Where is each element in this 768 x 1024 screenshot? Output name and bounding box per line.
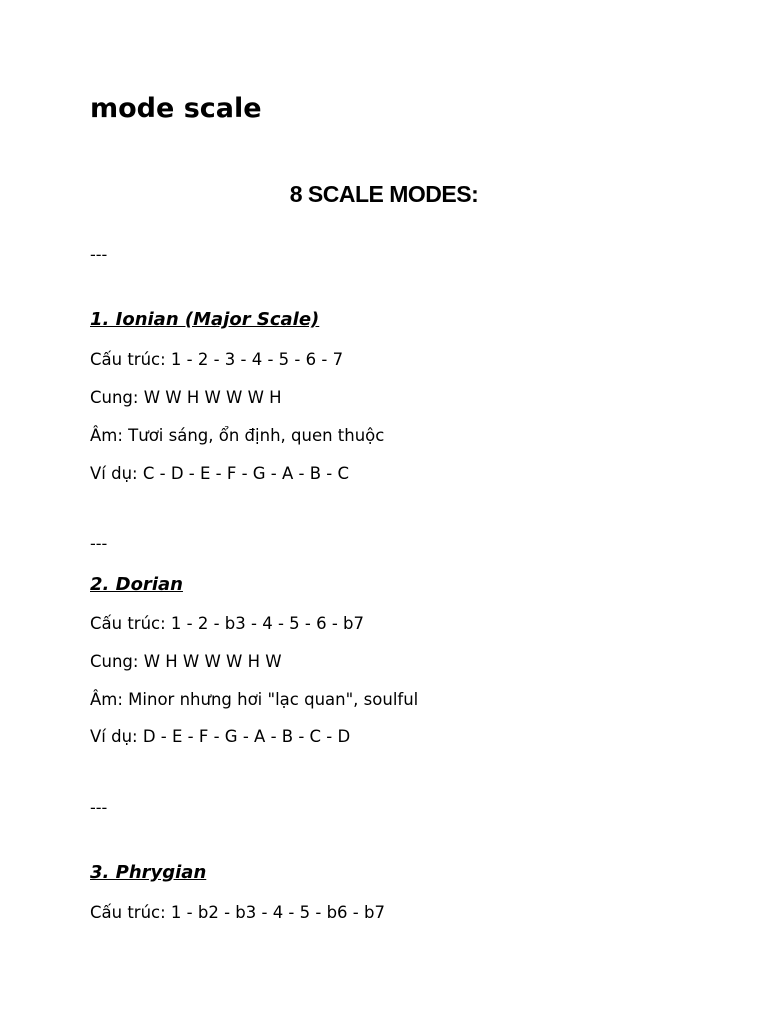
separator: --- (90, 798, 108, 817)
separator: --- (90, 245, 108, 264)
mode-sound: Âm: Tươi sáng, ổn định, quen thuộc (90, 426, 385, 445)
main-heading: 8 SCALE MODES: (289, 181, 479, 207)
mode-example: Ví dụ: D - E - F - G - A - B - C - D (90, 727, 351, 746)
separator: --- (90, 534, 108, 553)
mode-sound: Âm: Minor nhưng hơi "lạc quan", soulful (90, 690, 419, 709)
mode-heading-phrygian: 3. Phrygian (90, 862, 207, 883)
mode-example: Ví dụ: C - D - E - F - G - A - B - C (90, 464, 350, 483)
mode-heading-dorian: 2. Dorian (90, 574, 183, 595)
mode-steps: Cung: W H W W W H W (90, 652, 282, 671)
document-title: mode scale (90, 93, 262, 124)
mode-heading-ionian: 1. Ionian (Major Scale) (90, 309, 320, 330)
mode-structure: Cấu trúc: 1 - 2 - 3 - 4 - 5 - 6 - 7 (90, 350, 344, 369)
mode-structure: Cấu trúc: 1 - b2 - b3 - 4 - 5 - b6 - b7 (90, 903, 385, 922)
mode-structure: Cấu trúc: 1 - 2 - b3 - 4 - 5 - 6 - b7 (90, 614, 365, 633)
mode-steps: Cung: W W H W W W H (90, 388, 282, 407)
